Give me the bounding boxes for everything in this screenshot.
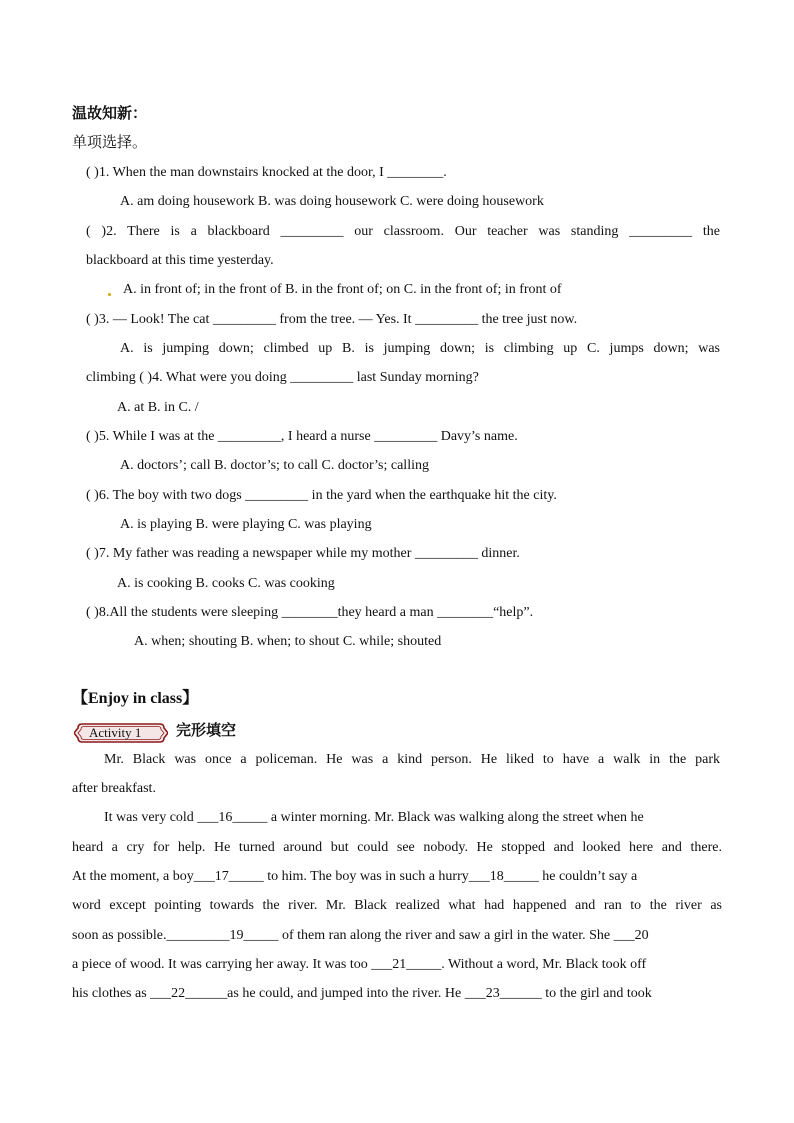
text-segment: to the girl and took — [541, 986, 652, 1001]
question-3-stem: ( )3. — Look! The cat _________ from the tree. — Yes. It _________ the tree just now. — [86, 312, 578, 327]
question-2-stem-line1: ( )2. There is a blackboard _________ our classroom. Our teacher was standing _________ the — [86, 224, 720, 239]
blank-20: ___20 — [613, 928, 649, 943]
text-segment: a piece of wood. It was carrying her away. It was too — [72, 957, 372, 972]
text-segment: to him. The boy was in such a hurry — [263, 869, 469, 884]
blank-21: ___21_____ — [371, 957, 442, 972]
blank-19: _________19_____ — [166, 928, 279, 943]
question-6-stem: ( )6. The boy with two dogs _________ in the yard when the earthquake hit the city. — [86, 488, 557, 503]
question-2-stem-line2: blackboard at this time yesterday. — [86, 253, 274, 268]
question-8-options: A. when; shouting B. when; to shout C. while; shouted — [134, 634, 442, 649]
text-segment: . Without a word, Mr. Black took off — [441, 957, 647, 972]
review-subheading: 单项选择。 — [72, 133, 148, 151]
question-7-options: A. is cooking B. cooks C. was cooking — [117, 576, 335, 591]
text-segment: soon as possible. — [72, 928, 167, 943]
text-segment: as he could, and jumped into the river. He — [227, 986, 465, 1001]
question-2-options: A. in front of; in the front of B. in the front of; on C. in the front of; in front of — [123, 282, 562, 297]
question-4-options: A. at B. in C. / — [117, 400, 199, 415]
blank-17: ___17_____ — [193, 869, 264, 884]
stray-dot — [108, 293, 111, 296]
text-segment: At the moment, a boy — [72, 869, 194, 884]
passage-line-5 — [72, 868, 637, 886]
blank-22: ___22______ — [150, 986, 228, 1001]
text-segment: of them ran along the river and saw a girl in the water. She — [278, 928, 614, 943]
question-8-stem: ( )8.All the students were sleeping ________they heard a man ________“help”. — [86, 605, 534, 620]
passage-line-8 — [72, 956, 646, 974]
passage-line-4: heard a cry for help. He turned around but could see nobody. He stopped and looked here and there. — [72, 840, 722, 855]
question-7-stem: ( )7. My father was reading a newspaper while my mother _________ dinner. — [86, 546, 520, 561]
passage-line-2: after breakfast. — [72, 781, 156, 796]
passage-line-3 — [104, 809, 644, 827]
activity-title: 完形填空 — [176, 721, 237, 739]
activity-label: Activity 1 — [89, 725, 142, 740]
question-5-options: A. doctors’; call B. doctor’s; to call C. doctor’s; calling — [120, 458, 429, 473]
blank-18: ___18_____ — [468, 869, 539, 884]
passage-line-6: word except pointing towards the river. Mr. Black realized what had happened and ran to the river as — [72, 898, 722, 913]
blank-23: ___23______ — [464, 986, 542, 1001]
text-segment: a winter morning. Mr. Black was walking along the street when he — [267, 810, 644, 825]
question-6-options: A. is playing B. were playing C. was playing — [120, 517, 372, 532]
question-5-stem: ( )5. While I was at the _________, I heard a nurse _________ Davy’s name. — [86, 429, 518, 444]
text-segment: his clothes as — [72, 986, 151, 1001]
question-3-options-line2: climbing ( )4. What were you doing _________ last Sunday morning? — [86, 370, 479, 385]
blank-16: ___16_____ — [197, 810, 268, 825]
review-heading: 温故知新： — [72, 104, 148, 122]
text-segment: he couldn’t say a — [538, 869, 638, 884]
passage-line-1: Mr. Black was once a policeman. He was a kind person. He liked to have a walk in the park — [104, 752, 720, 767]
passage-line-9 — [72, 985, 652, 1003]
passage-line-7 — [72, 927, 649, 945]
question-1-options: A. am doing housework B. was doing housework C. were doing housework — [120, 194, 544, 209]
enjoy-in-class-title: 【Enjoy in class】 — [72, 690, 199, 707]
question-3-options-line1: A. is jumping down; climbed up B. is jumping down; is climbing up C. jumps down; was — [120, 341, 720, 356]
text-segment: It was very cold — [104, 810, 198, 825]
question-1-stem: ( )1. When the man downstairs knocked at the door, I ________. — [86, 165, 447, 180]
